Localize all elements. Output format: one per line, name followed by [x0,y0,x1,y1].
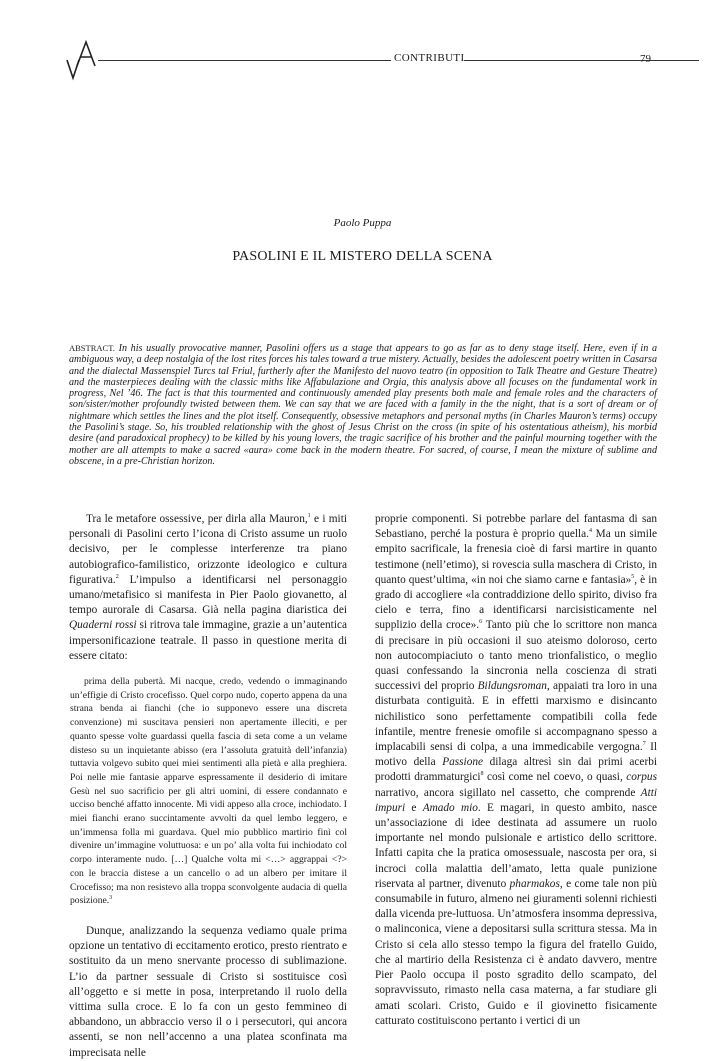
footnote-ref-5: 5 [631,574,635,581]
abstract-text: In his usually provocative manner, Pasolini offers us a stage that appears to go as far as to deny stage itself. Here, even if in a ambiguous way, a deep nostalgia of the lost rites forces his tales toward a true mistery. Actually, besides the adolescent poetry written in Casarsa and the dialectal Massenspiel Turcs tal Friul, furtherly after the Manifesto del nuovo teatro (in opposition to Talk Theatre and Gesture Theatre) and the masterpieces dealing with the classic miths like Affabulazione and Orgia, this analysis above all focuses on the fundamental work in progress, Nel ’46. The fact is that this tourmented and continuously amended play presents both male and female roles and the characters of son/sister/mother profoundly twisted between them. We can say that we are faced with a family in the the night, that is a sort of dream or of nightmare which settles the lines and the plot itself. Consequently, obsessive metaphors and personal myths (in Charles Mauron’s terms) occupy the Pasolini’s stage. So, his troubled relationship with the ghost of Jesus Christ on the cross (in spite of his ostentatious atheism), his morbid desire (and paradoxical prophecy) to be killed by his young lovers, the tragic sacrifice of his brother and the painful mourning together with the mother are all attempts to make a sacred «aura» come back in the modern theatre. For sacred, of course, I mean the mixture of sublime and obscene, in a pre-Christian horizon. [69,343,657,467]
footnote-ref-2: 2 [115,574,119,581]
footnote-ref-6: 6 [479,619,483,626]
intro-paragraph: Tra le metafore ossessive, per dirla alla Mauron,$^1$ e i miti personali di Pasolini certo l’icona di Cristo assume un ruolo decisivo, per le complesse interferenze tra piano autobiografico-familistico, orizzonte ideologico e cultura figurativa.$^2$ L’impulso a identificarsi nel personaggio umano/metafisico si manifesta in Pier Paolo giovanetto, al tempo aurorale di Casarsa. Già nella pagina diaristica dei Quaderni rossi si ritrova tale immagine, grazie a un’autentica impersonificazione teatrale. Il passo in questione merita di essere citato: [69,513,347,662]
left-column [69,512,347,1061]
right-column [375,512,657,1029]
header-rule-right [464,60,699,61]
running-header [66,40,660,80]
footnote-ref-3: 3 [109,895,113,902]
footnote-ref-8: 8 [480,771,484,778]
section-label: CONTRIBUTI [394,52,465,64]
block-quote: prima della pubertà. Mi nacque, credo, vedendo o immaginando un’effigie di Cristo crocefisso. Quel corpo nudo, coperto appena da una strana benda ai fianchi (che io supponevo essere una discreta convenzione) mi suscitava pensieri non apertamente illeciti, e per quanto spesse volte guardassi quella fascia di seta come a un velame disteso su un inquietante abisso (era l’assoluta gratuità dell’infanzia) tuttavia volgevo subito quei miei sentimenti alla pietà e alla preghiera. Poi nelle mie fantasie apparve espressamente il desiderio di imitare Gesù nel suo sacrificio per gli altri uomini, di essere condannato e ucciso benché affatto innocente. Mi vidi appeso alla croce, inchiodato. I miei fianchi erano succintamente avvolti da quel lembo leggero, e un’immensa folla mi guardava. Quel mio pubblico martirio finì col divenire un’immagine voluttuosa: e un po’ alla volta fui inchiodato col corpo interamente nudo. […] Qualche volta mi <…> aggrappai <?> con le braccia distese a un cancello o ad un albero per imitare il Crocefisso; ma non resistevo alla troppa sconvolgente audacia di quella posizione.$^3$ [70,676,347,907]
article-title: PASOLINI E IL MISTERO DELLA SCENA [232,249,493,264]
abstract-label: ABSTRACT. [69,343,115,353]
continued-paragraph: proprie componenti. Si potrebbe parlare del fantasma di san Sebastiano, perché la postura è proprio quella.$^4$ Ma un simile empito sacrificale, la frenesia cioè di farsi martire in quanto testimone (nell’etimo), si rovescia sulla maschera di Cristo, in quanto quest’ultima, «in noi che siamo carne e fantasia»$^5$, è in grado di accogliere «la contraddizione dello spirito, diviso fra cielo e terra, fino a identificarsi narcisisticamente nel supplizio della croce».$^6$ Tanto più che lo scrittore non manca di precisare in più occasioni il suo ateismo doloroso, certo non autocompiaciuto o tanto meno trionfalistico, o meglio quasi confessando la sincronia nella coscienza di strati successivi del proprio Bildungsroman, appaiati tra loro in una disturbata contiguità. E in effetti marxismo e disincanto nichilistico sono perfettamente compatibili colla fede infantile, mentre frenesie omofile si accompagnano spesso a implacabili sensi di colpa, a una immedicabile vergogna.$^7$ Il motivo della Passione dilaga altresì sin dai primi acerbi prodotti drammaturgici$^8$ così come nel coevo, o quasi, corpus narrativo, ancora sigillato nel cassetto, che comprende Atti impuri e Amado mio. E magari, in questo ambito, nasce un’associazione di idee destinata ad assumere un ruolo importante nel mondo pulsionale e artistico dello scrittore. Infatti capita che la pratica omosessuale, nascosta per ora, si incroci colla malattia dell’amato, letta quale punizione riservata al partner, divenuto pharmakos, e come tale non più consumabile in futuro, almeno nei giuramenti solenni richiesti dalla vicenda pre-luttuosa. Un’atmosfera insomma depressiva, o malinconica, viene a depositarsi sulla scrittura stessa. Ma in Cristo si cela allo stesso tempo la figura del fratello Guido, che al martirio della Resistenza ci è andato davvero, mentre Pier Paolo occupa il posto sgradito dello scampato, del sopravvissuto, rimasto nella casa materna, a far studiare gli amati scolari. Cristo, Guido e il giovinetto fisicamente catturato costituiscono pertanto i vertici di un [375,513,658,1027]
page-number: 79 [640,53,651,65]
footnote-ref-1: 1 [307,513,311,520]
abstract [69,343,657,467]
header-rule-left [98,60,391,61]
footnote-ref-4: 4 [589,528,593,535]
article-author: Paolo Puppa [333,217,392,229]
footnote-ref-7: 7 [642,741,646,748]
analysis-paragraph: Dunque, analizzando la sequenza vediamo quale prima opzione un tentativo di eccitamento erotico, presto rientrato e sostituito da un meno snervante processo di sublimazione. L’io da partner sessuale di Cristo si sostituisce così all’oggetto e si mette in posa, interpretando il ruolo della vittima sulla croce. E lo fa con un gesto femmineo di abbandono, un abbraccio verso il o i persecutori, qui ancora assenti, se non nell’accenno a una platea sconfinata ma imprecisata nelle [69,924,347,1059]
